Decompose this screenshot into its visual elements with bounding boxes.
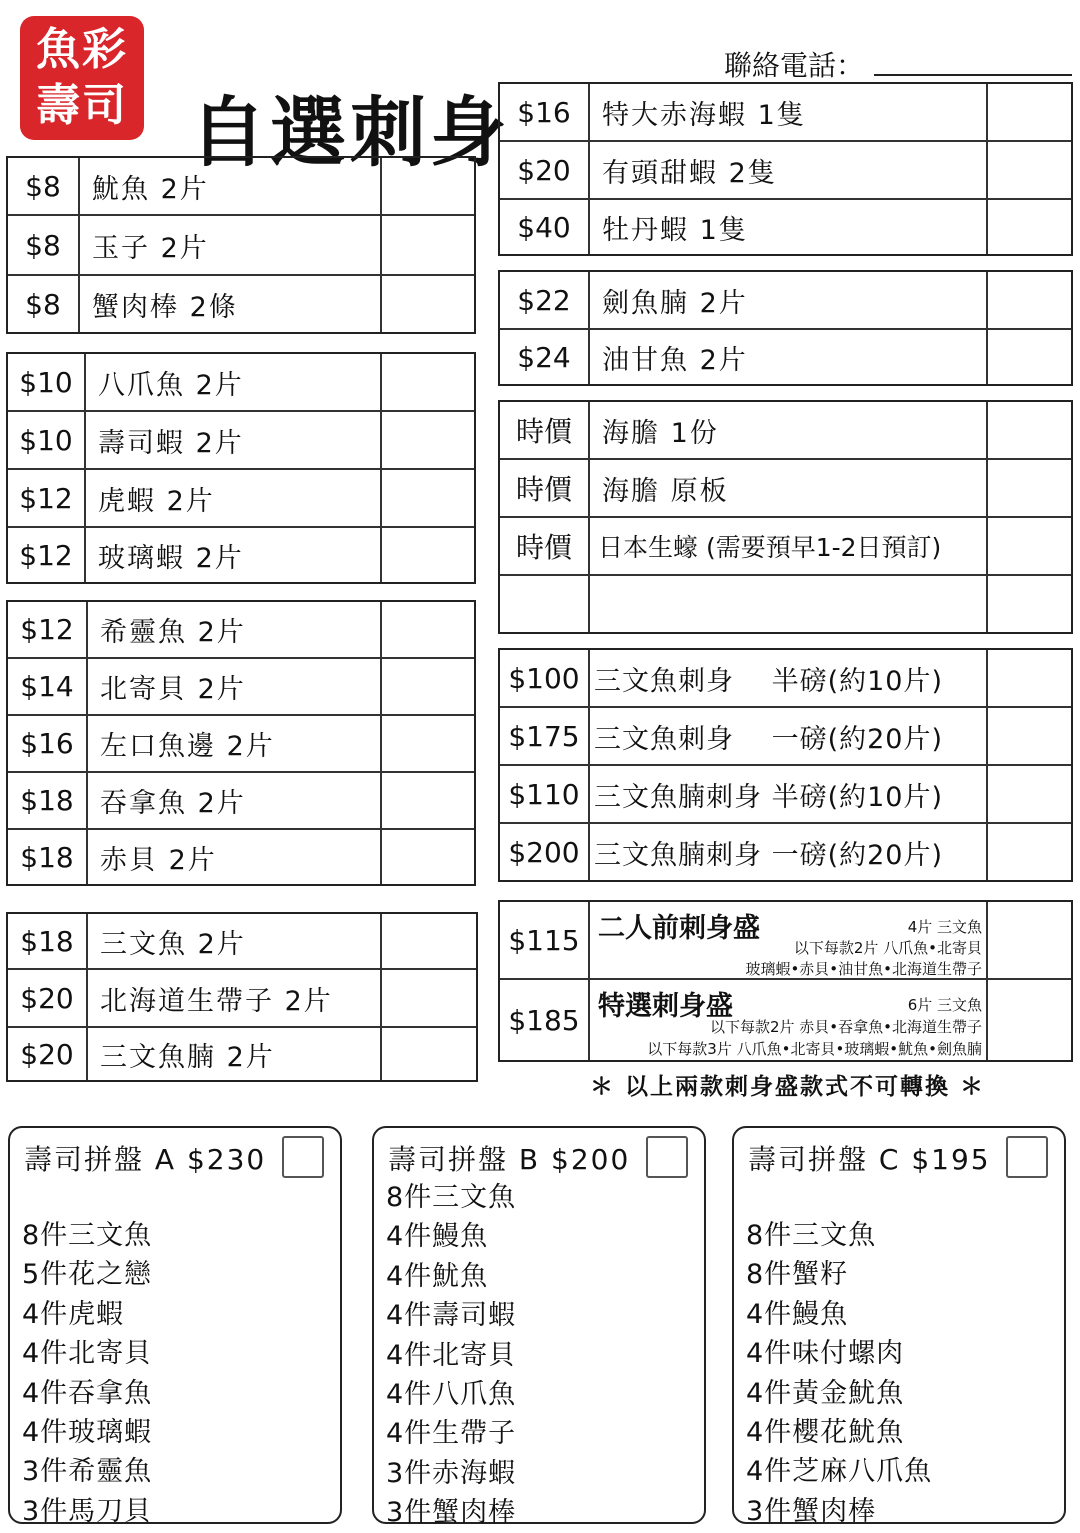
price: $200: [500, 824, 590, 880]
order-checkbox[interactable]: [382, 470, 474, 526]
sushi-item: 3件馬刀貝: [22, 1495, 153, 1527]
item-name: 三文魚刺身 半磅(約10片): [590, 650, 988, 706]
page-title: 自選刺身: [190, 88, 510, 177]
order-checkbox[interactable]: [988, 650, 1071, 706]
price: $24: [500, 330, 590, 384]
order-checkbox[interactable]: [646, 1136, 688, 1178]
price: $8: [8, 276, 80, 332]
sushi-item: 8件三文魚: [386, 1182, 517, 1213]
sushi-item: 4件鰻魚: [746, 1298, 849, 1330]
order-checkbox[interactable]: [988, 142, 1071, 198]
menu-row: [8, 1028, 476, 1080]
item-name: 海膽 原板: [590, 460, 988, 516]
item-name: 劍魚腩 2片: [590, 272, 988, 328]
price: $20: [8, 1028, 88, 1080]
price: $12: [8, 602, 88, 657]
item-name: 玻璃蝦 2片: [86, 528, 382, 582]
platter-line: 以下每款2片 八爪魚•北寄貝: [793, 939, 982, 957]
price: $115: [500, 902, 590, 978]
item-name: 虎蝦 2片: [86, 470, 382, 526]
order-checkbox[interactable]: [282, 1136, 324, 1178]
right-table-3: [498, 400, 1073, 634]
price: $20: [8, 970, 88, 1026]
item-name: 三文魚 2片: [88, 914, 382, 968]
order-checkbox[interactable]: [988, 330, 1071, 384]
order-checkbox[interactable]: [988, 272, 1071, 328]
logo-text-2: 壽司: [36, 80, 128, 131]
platter-note: ＊ 以上兩款刺身盛款式不可轉換 ＊: [590, 1074, 986, 1100]
sushi-item: 8件三文魚: [746, 1220, 877, 1251]
sushi-item: 4件八爪魚: [386, 1379, 517, 1411]
sushi-platter-heading: 壽司拼盤 C $195: [748, 1143, 991, 1176]
sushi-item: 4件玻璃蝦: [22, 1417, 153, 1449]
item-name: 北海道生帶子 2片: [88, 970, 382, 1026]
price: $8: [8, 216, 80, 274]
menu-row: [8, 602, 474, 659]
price: $16: [8, 716, 88, 771]
order-checkbox[interactable]: [1006, 1136, 1048, 1178]
platter-row: [500, 980, 1071, 1060]
platter-line: 以下每款3片 八爪魚•北寄貝•玻璃蝦•魷魚•劍魚腩: [647, 1040, 982, 1058]
order-checkbox[interactable]: [382, 216, 474, 274]
sushi-item-list: [22, 1216, 152, 1531]
sushi-item-list: [746, 1216, 932, 1531]
item-name: 牡丹蝦 1隻: [590, 200, 988, 254]
price: $12: [8, 528, 86, 582]
right-table-4: [498, 648, 1073, 882]
menu-row: [8, 158, 474, 216]
item-name: 魷魚 2片: [80, 158, 382, 214]
order-checkbox[interactable]: [988, 518, 1071, 574]
sushi-item: 4件吞拿魚: [22, 1377, 153, 1409]
menu-row: [500, 824, 1071, 880]
sushi-item: 4件櫻花魷魚: [746, 1417, 905, 1449]
order-checkbox[interactable]: [382, 970, 476, 1026]
sushi-item-list: [386, 1178, 516, 1533]
menu-row: [8, 276, 474, 332]
price: $16: [500, 84, 590, 140]
price: [500, 576, 590, 632]
item-name: 北寄貝 2片: [88, 659, 382, 714]
order-checkbox[interactable]: [382, 659, 474, 714]
item-name: 吞拿魚 2片: [88, 773, 382, 828]
menu-row: [500, 766, 1071, 824]
item-name: 三文魚腩 2片: [88, 1028, 382, 1080]
platter-description: [590, 902, 988, 978]
sushi-item: 3件蟹肉棒: [386, 1497, 517, 1529]
menu-row: [8, 970, 476, 1028]
price: $175: [500, 708, 590, 764]
price: $10: [8, 412, 86, 468]
order-checkbox[interactable]: [988, 460, 1071, 516]
sushi-item: 3件蟹肉棒: [746, 1495, 877, 1527]
menu-row: [500, 460, 1071, 518]
logo-text-1: 魚彩: [36, 24, 128, 75]
platter-line: 6片 三文魚: [907, 996, 982, 1014]
order-checkbox[interactable]: [988, 824, 1071, 880]
price: $185: [500, 980, 590, 1060]
platter-title: 二人前刺身盛: [598, 913, 760, 944]
sushi-platter-heading: 壽司拼盤 B $200: [388, 1143, 631, 1176]
order-checkbox[interactable]: [988, 766, 1071, 822]
price: $110: [500, 766, 590, 822]
item-name: 八爪魚 2片: [86, 354, 382, 410]
price: $40: [500, 200, 590, 254]
item-name: [590, 576, 988, 632]
item-name: 赤貝 2片: [88, 830, 382, 884]
price: $14: [8, 659, 88, 714]
price: 時價: [500, 518, 590, 574]
contact-label: 聯絡電話：: [724, 49, 865, 82]
price: $18: [8, 773, 88, 828]
platter-table: [498, 900, 1073, 1062]
menu-row: [8, 216, 474, 276]
order-checkbox[interactable]: [382, 914, 476, 968]
order-checkbox[interactable]: [382, 716, 474, 771]
sushi-item: 4件北寄貝: [22, 1338, 153, 1370]
menu-row: [8, 716, 474, 773]
menu-row: [500, 650, 1071, 708]
menu-row: [500, 84, 1071, 142]
logo: [20, 16, 144, 140]
menu-row: [500, 708, 1071, 766]
sushi-item: 5件花之戀: [22, 1259, 153, 1291]
item-name: 左口魚邊 2片: [88, 716, 382, 771]
item-name: 玉子 2片: [80, 216, 382, 274]
sushi-platter-a: [8, 1126, 342, 1527]
item-name: 海膽 1份: [590, 402, 988, 458]
order-checkbox[interactable]: [988, 902, 1071, 978]
sushi-item: 4件壽司蝦: [386, 1300, 517, 1332]
price: $22: [500, 272, 590, 328]
sushi-platter-heading: 壽司拼盤 A $230: [24, 1143, 267, 1176]
sushi-item: 3件赤海蝦: [386, 1457, 517, 1489]
left-table-1: [6, 156, 476, 334]
price: $100: [500, 650, 590, 706]
menu-row: [8, 528, 474, 582]
menu-row: [8, 773, 474, 830]
order-checkbox[interactable]: [382, 602, 474, 657]
menu-row-blank: [500, 576, 1071, 632]
item-name: 油甘魚 2片: [590, 330, 988, 384]
order-checkbox[interactable]: [382, 412, 474, 468]
menu-row: [500, 272, 1071, 330]
item-name: 日本生蠔 (需要預早1-2日預訂): [590, 518, 988, 574]
sushi-platter-b: [372, 1126, 706, 1529]
menu-row: [500, 200, 1071, 254]
menu-row: [8, 914, 476, 970]
price: $18: [8, 914, 88, 968]
menu-row: [8, 470, 474, 528]
price: 時價: [500, 460, 590, 516]
menu-row: [500, 142, 1071, 200]
price: $20: [500, 142, 590, 198]
menu-row: [500, 402, 1071, 460]
order-checkbox[interactable]: [382, 830, 474, 884]
item-name: 三文魚腩刺身 半磅(約10片): [590, 766, 988, 822]
sushi-platter-c: [732, 1126, 1066, 1527]
menu-row: [500, 330, 1071, 384]
sushi-item: 4件芝麻八爪魚: [746, 1456, 933, 1488]
order-checkbox[interactable]: [382, 528, 474, 582]
item-name: 希靈魚 2片: [88, 602, 382, 657]
price: $8: [8, 158, 80, 214]
menu-row: [8, 659, 474, 716]
item-name: 蟹肉棒 2條: [80, 276, 382, 332]
order-checkbox[interactable]: [382, 276, 474, 332]
platter-line: 玻璃蝦•赤貝•油甘魚•北海道生帶子: [745, 960, 982, 978]
order-checkbox[interactable]: [988, 402, 1071, 458]
contact-phone-field[interactable]: [874, 74, 1072, 76]
price: $12: [8, 470, 86, 526]
price: 時價: [500, 402, 590, 458]
sushi-item: 4件魷魚: [386, 1260, 489, 1292]
sushi-item: 4件生帶子: [386, 1418, 517, 1450]
menu-row: [500, 518, 1071, 576]
item-name: 壽司蝦 2片: [86, 412, 382, 468]
order-checkbox[interactable]: [382, 354, 474, 410]
right-table-2: [498, 270, 1073, 386]
order-checkbox[interactable]: [382, 1028, 476, 1080]
sushi-item: 4件虎蝦: [22, 1298, 125, 1330]
menu-row: [8, 830, 474, 884]
order-checkbox[interactable]: [988, 576, 1071, 632]
item-name: 有頭甜蝦 2隻: [590, 142, 988, 198]
right-table-1: [498, 82, 1073, 256]
platter-title: 特選刺身盛: [598, 991, 733, 1022]
order-checkbox[interactable]: [988, 84, 1071, 140]
sushi-item: 4件北寄貝: [386, 1339, 517, 1371]
platter-row: [500, 902, 1071, 980]
sushi-item: 4件鰻魚: [386, 1221, 489, 1253]
price: $18: [8, 830, 88, 884]
menu-row: [8, 354, 474, 412]
left-table-4: [6, 912, 478, 1082]
order-checkbox[interactable]: [988, 708, 1071, 764]
price: $10: [8, 354, 86, 410]
left-table-3: [6, 600, 476, 886]
sushi-item: 4件黃金魷魚: [746, 1377, 905, 1409]
order-checkbox[interactable]: [382, 773, 474, 828]
item-name: 特大赤海蝦 1隻: [590, 84, 988, 140]
order-checkbox[interactable]: [382, 158, 474, 214]
left-table-2: [6, 352, 476, 584]
menu-row: [8, 412, 474, 470]
sushi-item: 8件蟹籽: [746, 1259, 849, 1291]
sushi-item: 4件味付螺肉: [746, 1338, 905, 1370]
order-checkbox[interactable]: [988, 200, 1071, 254]
item-name: 三文魚腩刺身 一磅(約20片): [590, 824, 988, 880]
sushi-item: 8件三文魚: [22, 1220, 153, 1251]
sushi-item: 3件希靈魚: [22, 1456, 153, 1488]
platter-description: [590, 980, 988, 1060]
item-name: 三文魚刺身 一磅(約20片): [590, 708, 988, 764]
platter-line: 4片 三文魚: [907, 918, 982, 936]
platter-line: 以下每款2片 赤貝•吞拿魚•北海道生帶子: [709, 1018, 982, 1036]
order-checkbox[interactable]: [988, 980, 1071, 1060]
